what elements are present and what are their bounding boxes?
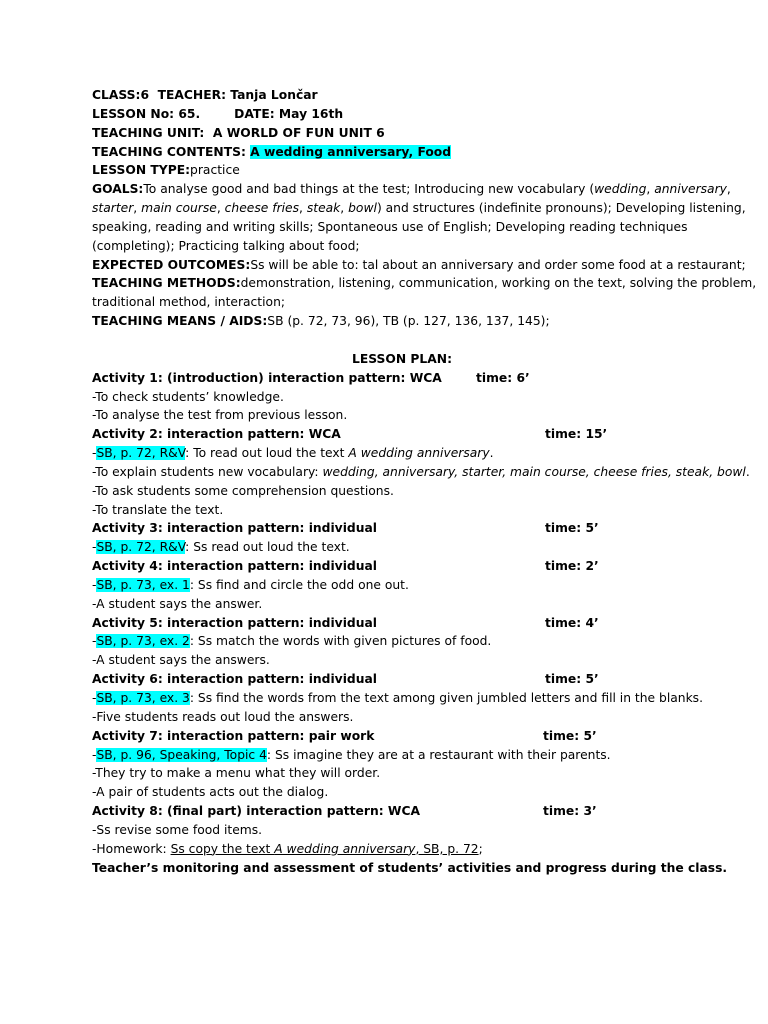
teaching-methods-line-2: traditional method, interaction;	[92, 295, 286, 310]
book-reference-highlight: SB, p. 72, R&V	[96, 446, 186, 461]
teaching-unit-line: TEACHING UNIT: A WORLD OF FUN UNIT 6	[92, 125, 385, 140]
activity-3-line: -SB, p. 72, R&V: Ss read out loud the text.	[92, 540, 350, 555]
lesson-plan-title: LESSON PLAN:	[352, 351, 452, 366]
activity-6-line: -SB, p. 73, ex. 3: Ss find the words from the text among given jumbled letters and fill in the blanks.	[92, 691, 704, 705]
goals-line-1: GOALS:To analyse good and bad things at the test; Introducing new vocabulary (wedding, anniversary,	[92, 182, 731, 197]
footer-note: Teacher’s monitoring and assessment of students’ activities and progress during the class.	[92, 860, 728, 875]
goals-line-2: starter, main course, cheese fries, steak, bowl) and structures (indefinite pronouns); Developing listening,	[92, 201, 746, 216]
activity-1-line: -To analyse the test from previous lesson.	[92, 408, 348, 423]
activity-6-time: time: 5’	[545, 672, 599, 687]
activity-5-heading: Activity 5: interaction pattern: individual time: 4’	[92, 614, 712, 633]
activity-3-heading: Activity 3: interaction pattern: individual time: 5’	[92, 519, 712, 538]
activity-1-heading: Activity 1: (introduction) interaction pattern: WCA time: 6’	[92, 369, 712, 388]
book-reference-highlight: SB, p. 73, ex. 1	[96, 577, 190, 592]
activity-8-line: -Ss revise some food items.	[92, 822, 263, 837]
activity-7-time: time: 5’	[543, 728, 597, 743]
expected-outcomes-line: EXPECTED OUTCOMES:Ss will be able to: tal about an anniversary and order some food at a restaurant;	[92, 257, 746, 272]
activity-1-line: -To check students’ knowledge.	[92, 389, 284, 404]
activity-8-heading: Activity 8: (final part) interaction pattern: WCA time: 3’	[92, 802, 712, 821]
activity-8-time: time: 3’	[543, 804, 597, 819]
activity-3-time: time: 5’	[545, 521, 599, 536]
activity-2-time: time: 15’	[545, 427, 608, 442]
lesson-date-line: LESSON No: 65. DATE: May 16th	[92, 106, 344, 121]
book-reference-highlight: SB, p. 72, R&V	[96, 540, 186, 555]
teaching-methods-line-1: TEACHING METHODS:demonstration, listening, communication, working on the text, solving the problem,	[92, 276, 757, 291]
spacer	[92, 331, 712, 350]
activity-7-heading: Activity 7: interaction pattern: pair work time: 5’	[92, 727, 712, 746]
teaching-means-line: TEACHING MEANS / AIDS:SB (p. 72, 73, 96), TB (p. 127, 136, 137, 145);	[92, 314, 550, 329]
activity-4-line: -SB, p. 73, ex. 1: Ss find and circle the odd one out.	[92, 577, 409, 592]
activity-2-line: -SB, p. 72, R&V: To read out loud the text A wedding anniversary.	[92, 446, 494, 461]
activity-6-heading: Activity 6: interaction pattern: individual time: 5’	[92, 670, 712, 689]
book-reference-highlight: SB, p. 73, ex. 3	[96, 691, 190, 705]
activity-2-heading: Activity 2: interaction pattern: WCA time: 15’	[92, 425, 712, 444]
activity-4-line: -A student says the answer.	[92, 596, 263, 611]
activity-5-line: -A student says the answers.	[92, 653, 270, 668]
teaching-contents-line: TEACHING CONTENTS: A wedding anniversary, Food	[92, 144, 452, 159]
activity-4-time: time: 2’	[545, 559, 599, 574]
activity-4-heading: Activity 4: interaction pattern: individual time: 2’	[92, 557, 712, 576]
activity-6-line: -Five students reads out loud the answers.	[92, 709, 354, 724]
book-reference-highlight: SB, p. 96, Speaking, Topic 4	[96, 747, 267, 762]
activity-7-line: -They try to make a menu what they will order.	[92, 766, 381, 781]
activity-7-line: -A pair of students acts out the dialog.	[92, 785, 329, 800]
homework-text: Ss copy the text A wedding anniversary, SB, p. 72	[170, 841, 479, 856]
activity-7-line: -SB, p. 96, Speaking, Topic 4: Ss imagine they are at a restaurant with their parents.	[92, 747, 611, 762]
activity-2-line: -To translate the text.	[92, 502, 224, 517]
activity-1-time: time: 6’	[476, 370, 530, 385]
lesson-document	[92, 86, 757, 877]
homework-line: -Homework: Ss copy the text A wedding anniversary, SB, p. 72;	[92, 841, 483, 856]
activity-5-line: -SB, p. 73, ex. 2: Ss match the words with given pictures of food.	[92, 634, 492, 649]
activity-5-time: time: 4’	[545, 615, 599, 630]
class-teacher-line: CLASS:6 TEACHER: Tanja Lončar	[92, 88, 318, 102]
lesson-type-line: LESSON TYPE:practice	[92, 163, 240, 178]
activity-2-line: -To ask students some comprehension questions.	[92, 483, 394, 498]
goals-line-4: (completing); Practicing talking about food;	[92, 238, 360, 253]
book-reference-highlight: SB, p. 73, ex. 2	[96, 634, 190, 649]
goals-line-3: speaking, reading and writing skills; Spontaneous use of English; Developing reading techniques	[92, 219, 688, 234]
activity-2-line: -To explain students new vocabulary: wedding, anniversary, starter, main course, cheese fries, steak, bowl.	[92, 464, 750, 479]
contents-highlight: A wedding anniversary, Food	[250, 144, 452, 159]
